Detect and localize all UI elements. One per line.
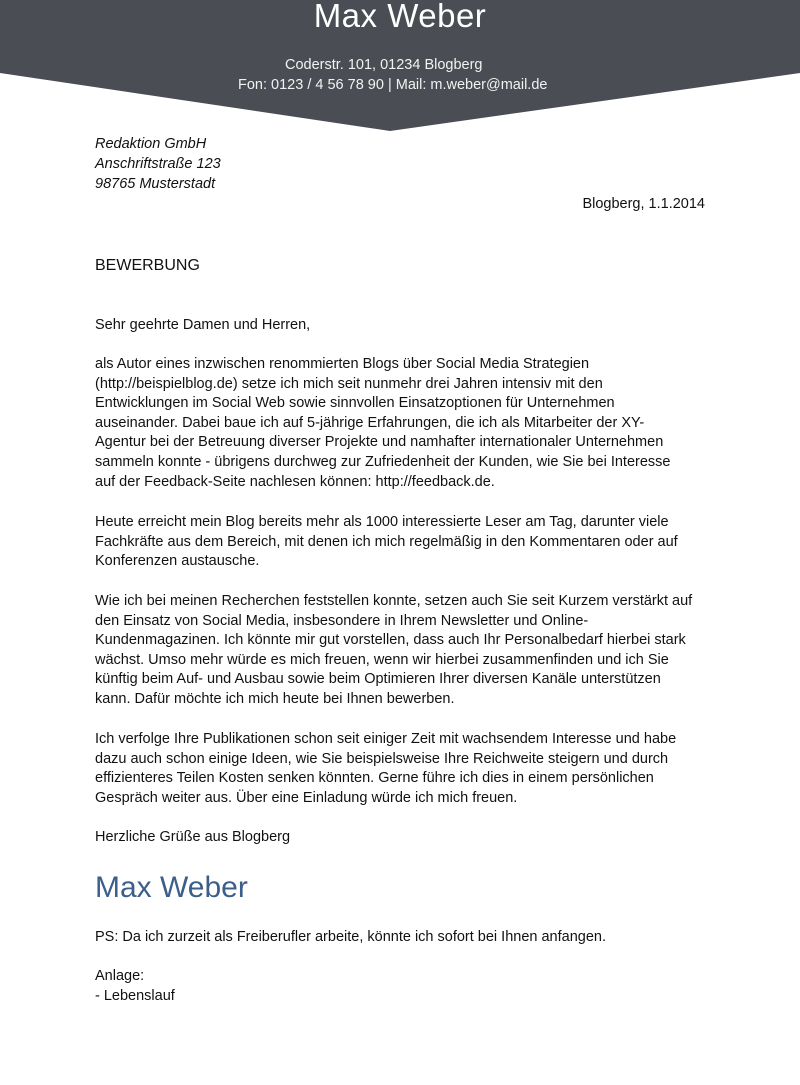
paragraph-line: (http://beispielblog.de) setze ich mich seit nunmehr drei Jahren intensiv mit den (95, 375, 603, 392)
paragraph-line: Heute erreicht mein Blog bereits mehr als 1000 interessierte Leser am Tag, darunter viele (95, 514, 669, 530)
recipient-company: Redaktion GmbH (95, 136, 207, 152)
body-paragraph-4 (95, 730, 715, 808)
closing-line: Herzliche Grüße aus Blogberg (95, 829, 291, 845)
paragraph-line: Wie ich bei meinen Recherchen feststellen konnte, setzen auch Sie seit Kurzem verstärkt auf (95, 593, 693, 609)
paragraph-line: Kundenmagazinen. Ich könnte mir gut vorstellen, dass auch Ihr Personalbedarf hierbei stark (95, 632, 686, 649)
recipient-city: 98765 Musterstadt (95, 176, 216, 192)
paragraph-line: auf der Feedback-Seite nachlesen können: http://feedback.de. (95, 473, 495, 490)
paragraph-line: wächst. Umso mehr würde es mich freuen, wenn wir hierbei zusammenfinden und ich Sie (95, 651, 669, 668)
paragraph-line: dazu auch schon einige Ideen, wie Sie beispielsweise Ihre Reichweite steigern und durch (95, 750, 669, 767)
paragraph-line: Gespräch weiter aus. Über eine Einladung würde ich mich freuen. (95, 789, 518, 806)
attachments (95, 967, 715, 1006)
salutation: Sehr geehrte Damen und Herren, (95, 317, 311, 333)
paragraph-line: sammeln konnte - übrigens durchweg zur Zufriedenheit der Kunden, wie Sie bei Interesse (95, 453, 671, 470)
body-paragraph-3 (95, 592, 715, 710)
recipient-street: Anschriftstraße 123 (95, 156, 221, 172)
paragraph-line: Fachkräfte aus dem Bereich, mit denen ich mich regelmäßig in den Kommentaren oder auf (95, 533, 678, 550)
paragraph-line: auseinander. Dabei baue ich auf 5-jährige Erfahrungen, die ich als Mitarbeiter der XY- (95, 414, 645, 431)
sender-name: Max Weber (313, 0, 487, 34)
letter-subject: BEWERBUNG (95, 257, 200, 274)
body-paragraph-1 (95, 355, 715, 492)
paragraph-line: Ich verfolge Ihre Publikationen schon seit einiger Zeit mit wachsendem Interesse und habe (95, 731, 677, 747)
postscript: PS: Da ich zurzeit als Freiberufler arbeite, könnte ich sofort bei Ihnen anfangen. (95, 929, 607, 945)
paragraph-line: kann. Dafür möchte ich mich heute bei Ihnen bewerben. (95, 690, 455, 707)
paragraph-line: effizienteres Teilen Kosten senken könnten. Gerne führe ich dies in einem persönlichen (95, 770, 654, 787)
attachment-item: - Lebenslauf (95, 987, 175, 1004)
paragraph-line: Konferenzen austausche. (95, 553, 260, 570)
paragraph-line: Agentur bei der Betreuung diverser Projekte und namhafter internationaler Unternehmen (95, 434, 664, 451)
sender-contact: Fon: 0123 / 4 56 78 90 | Mail: m.weber@mail.de (238, 77, 548, 93)
signature: Max Weber (95, 871, 248, 904)
recipient-address (95, 134, 221, 194)
attachments-label: Anlage: (95, 968, 145, 984)
paragraph-line: Entwicklungen im Social Web sowie sinnvollen Einsatzoptionen für Unternehmen (95, 395, 615, 412)
sender-address: Coderstr. 101, 01234 Blogberg (285, 57, 483, 73)
paragraph-line: als Autor eines inzwischen renommierten Blogs über Social Media Strategien (95, 356, 590, 372)
letterhead (0, 0, 800, 132)
letter-date: Blogberg, 1.1.2014 (582, 196, 705, 212)
body-paragraph-2 (95, 513, 715, 572)
paragraph-line: künftig beim Auf- und Ausbau sowie beim Optimieren Ihrer diversen Kanäle unterstützen (95, 671, 661, 688)
paragraph-line: den Einsatz von Social Media, insbesondere in Ihrem Newsletter und Online- (95, 612, 589, 629)
